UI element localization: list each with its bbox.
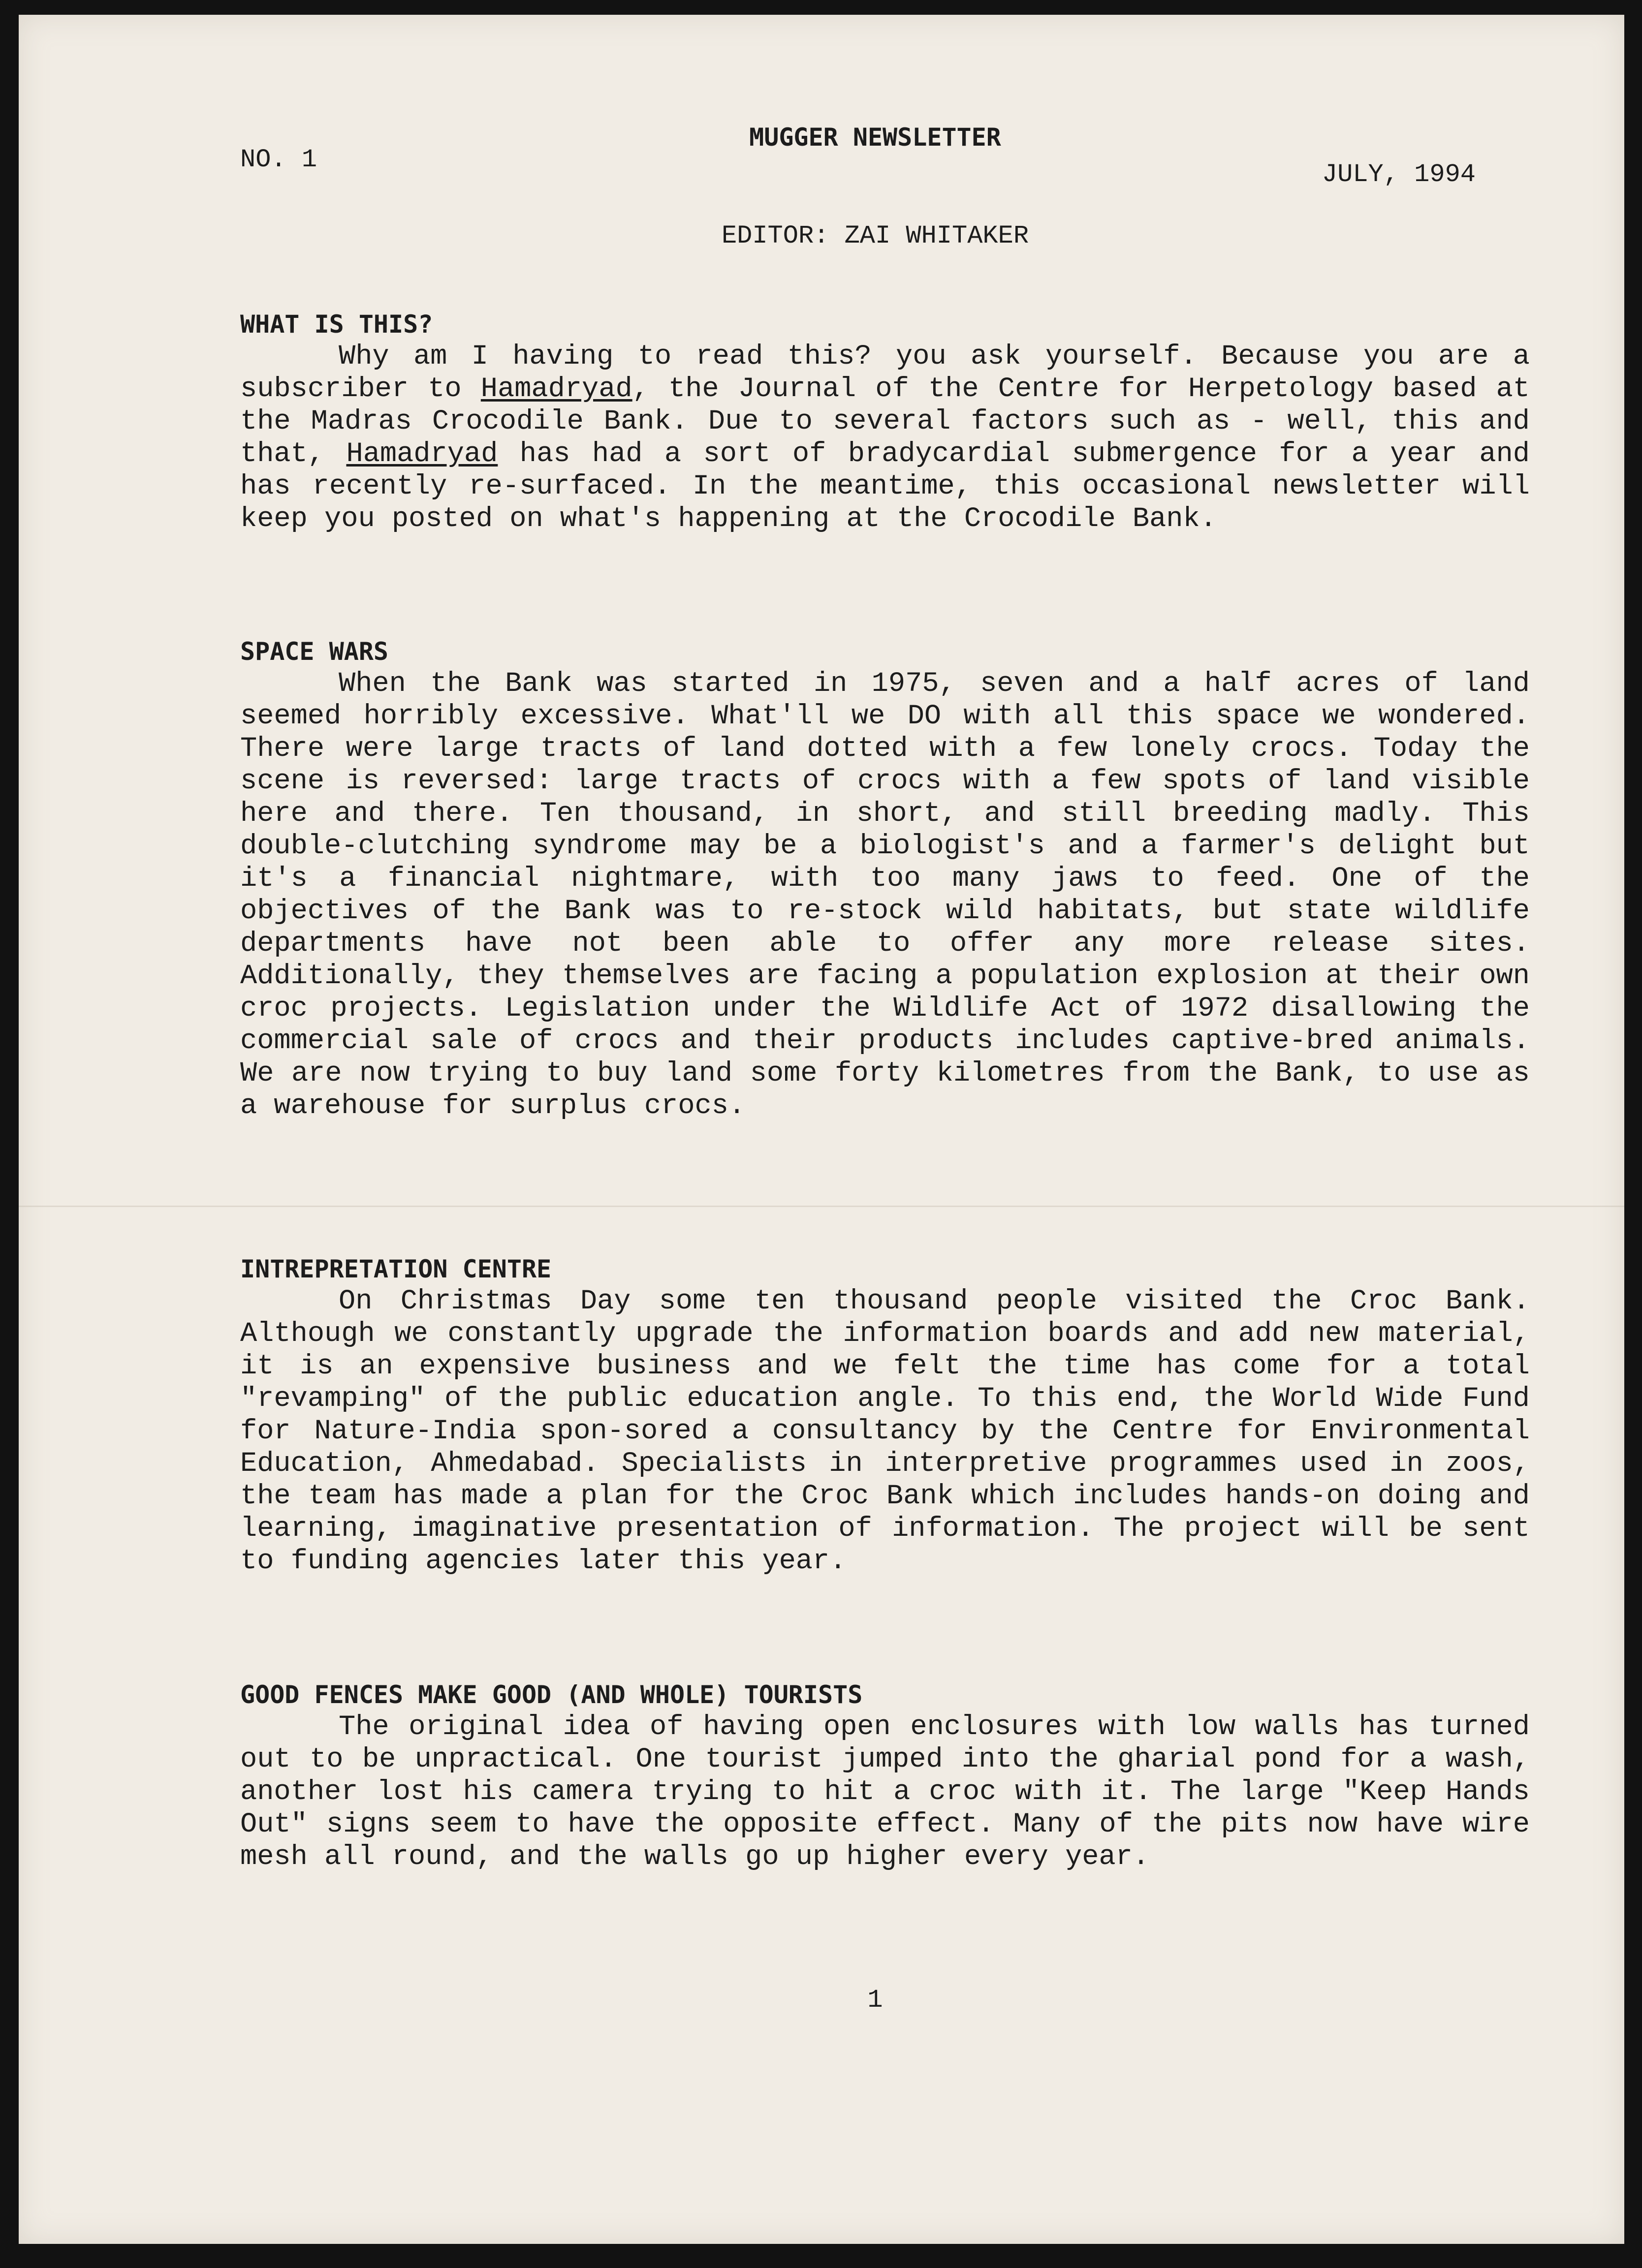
section-space-wars bbox=[240, 637, 1530, 1122]
journal-title: Hamadryad bbox=[480, 373, 632, 405]
section-body: On Christmas Day some ten thousand people visited the Croc Bank. Although we constantly upgrade the information boards and add new material, it is an expensive business and we felt the time has come for a total "revamping" of the public education angle. To this end, the World Wide Fund for Nature-India spon-sored a consultancy by the Centre for Environmental Education, Ahmedabad. Specialists in interpretive programmes used in zoos, the team has made a plan for the Croc Bank which includes hands-on doing and learning, imaginative presentation of information. The project will be sent to funding agencies later this year. bbox=[240, 1286, 1530, 1577]
body-text-segment: , the Journal of the Centre for Herpetology based at the Madras Crocodile Bank. Due to several factors such as - well, this and that, bbox=[240, 373, 1530, 470]
section-body bbox=[240, 341, 1530, 535]
section-interpretation-centre bbox=[240, 1255, 1530, 1578]
section-heading: WHAT IS THIS? bbox=[240, 310, 433, 339]
newsletter-title: MUGGER NEWSLETTER bbox=[749, 123, 1001, 152]
section-good-fences bbox=[240, 1680, 1530, 1873]
section-heading: INTREPRETATION CENTRE bbox=[240, 1255, 552, 1283]
page-number: 1 bbox=[867, 1986, 883, 2015]
newsletter-page bbox=[19, 15, 1624, 2244]
journal-title: Hamadryad bbox=[346, 438, 498, 470]
section-heading: GOOD FENCES MAKE GOOD (AND WHOLE) TOURISTS bbox=[240, 1680, 863, 1709]
issue-number: NO. 1 bbox=[240, 145, 317, 174]
section-body: The original idea of having open enclosures with low walls has turned out to be unpractical. One tourist jumped into the gharial pond for a wash, another lost his camera trying to hit a croc with it. The large "Keep Hands Out" signs seem to have the opposite effect. Many of the pits now have wire mesh all round, and the walls go up higher every year. bbox=[240, 1711, 1530, 1873]
body-text-segment: has had a sort of bradycardial submergence for a year and has recently re-surfaced. In the meantime, this occasional newsletter will keep you posted on what's happening at the Crocodile Bank. bbox=[240, 438, 1530, 535]
body-text-segment: Why am I having to read this? you ask yourself. Because you are a subscriber to bbox=[240, 341, 1530, 405]
section-heading: SPACE WARS bbox=[240, 637, 389, 666]
section-body: When the Bank was started in 1975, seven and a half acres of land seemed horribly excessive. What'll we DO with all this space we wondered. There were large tracts of land dotted with a few lonely crocs. Today the scene is reversed: large tracts of crocs with a few spots of land visible here and there. Ten thousand, in short, and still breeding madly. This double-clutching syndrome may be a biologist's and a farmer's delight but it's a financial nightmare, with too many jaws to feed. One of the objectives of the Bank was to re-stock wild habitats, but state wildlife departments have not been able to offer any more release sites. Additionally, they themselves are facing a population explosion at their own croc projects. Legislation under the Wildlife Act of 1972 disallowing the commercial sale of crocs and their products includes captive-bred animals. We are now trying to buy land some forty kilometres from the Bank, to use as a warehouse for surplus crocs. bbox=[240, 668, 1530, 1122]
section-what-is-this bbox=[240, 310, 1530, 535]
editor-line: EDITOR: ZAI WHITAKER bbox=[721, 221, 1029, 250]
issue-date: JULY, 1994 bbox=[1322, 160, 1476, 189]
